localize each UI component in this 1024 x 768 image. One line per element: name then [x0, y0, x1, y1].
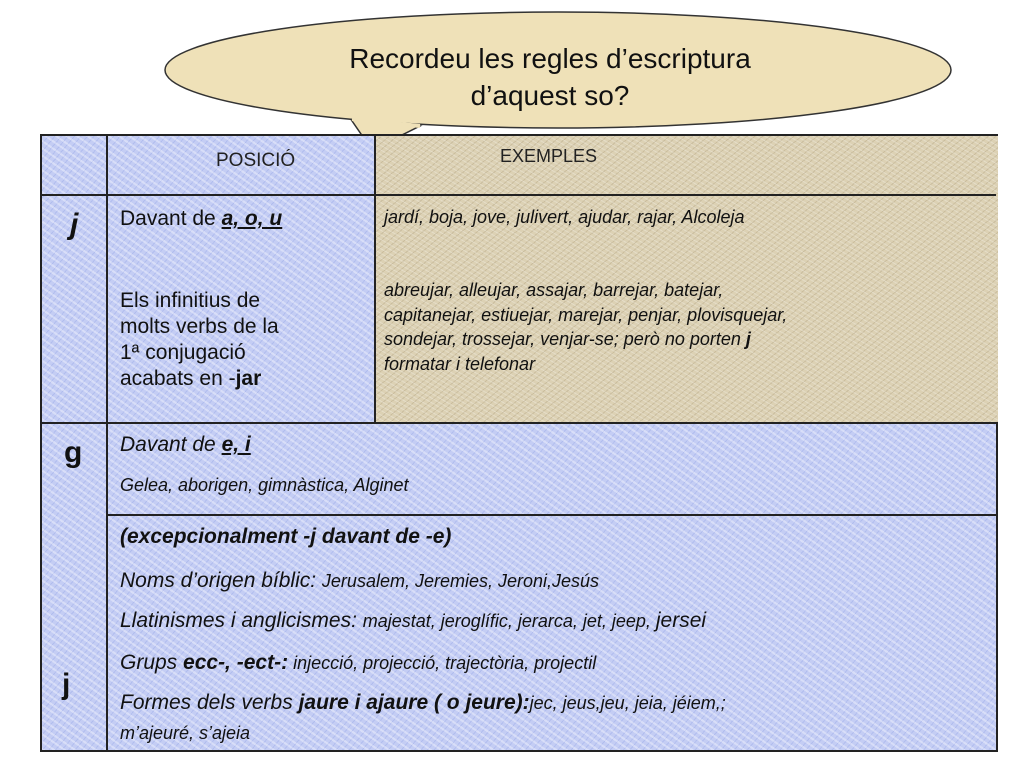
header-posicio: POSICIÓ — [216, 150, 296, 171]
row-j-rule2-line4 — [120, 366, 279, 392]
row-j2-line3-label: Grups — [120, 651, 184, 674]
row-j-examples2-line4: formatar i telefonar — [384, 353, 536, 374]
row-j2-line2-last: jersei — [655, 609, 707, 632]
header-exemples: EXEMPLES — [500, 146, 598, 166]
row-j2-line4 — [120, 690, 726, 716]
row-j2-line5: m’ajeuré, s’ajeia — [120, 723, 251, 743]
row-j-rule2 — [120, 288, 279, 392]
row-j-rule1-prefix: Davant de — [120, 207, 222, 230]
row-j-rule1 — [120, 206, 282, 232]
row-g-examples: Gelea, aborigen, gimnàstica, Alginet — [120, 475, 409, 495]
spelling-rules-table — [40, 134, 998, 752]
row-j2-line2-examples: majestat, jeroglífic, jerarca, jet, jeep, — [362, 611, 656, 631]
row-j2-line3 — [120, 650, 596, 676]
row-j-rule2-line2: molts verbs de la — [120, 315, 279, 338]
bubble-question — [200, 40, 900, 114]
row-j2-line4-label: Formes dels verbs — [120, 691, 299, 714]
row-j2-letter: j — [62, 668, 71, 701]
row-j2-line1-examples: Jerusalem, Jeremies, Jeroni,Jesús — [321, 571, 600, 591]
header-exemples-cell — [374, 136, 998, 194]
speech-bubble — [0, 0, 1024, 150]
row-j-rule2-line4-suffix: jar — [235, 367, 262, 390]
divider-header — [42, 194, 996, 196]
row-j-rule1-letters: a, o, u — [221, 207, 283, 230]
row-j2-line1-label: Noms d’origen bíblic: — [120, 569, 322, 592]
row-j-examples2-line3 — [384, 327, 787, 352]
row-g-letter: g — [64, 436, 83, 469]
row-j-examples2 — [384, 278, 787, 376]
row-j-examples1: jardí, boja, jove, julivert, ajudar, rajar, Alcoleja — [384, 207, 745, 227]
row-j-examples2-line1: abreujar, alleujar, assajar, barrejar, batejar, — [384, 280, 724, 300]
row-j2-line3-examples: injecció, projecció, trajectòria, projectil — [288, 653, 597, 673]
row-g-rule — [120, 432, 251, 458]
row-j2-line3-bold: ecc-, -ect-: — [183, 651, 289, 674]
row-j2-line2-label: Llatinismes i anglicismes: — [120, 609, 363, 632]
divider-row-g — [108, 514, 996, 516]
row-j2-line1 — [120, 568, 599, 594]
row-j-rule2-line3: 1ª conjugació — [120, 341, 246, 364]
row-j2-line4-examples: jec, jeus,jeu, jeia, jéiem,; — [529, 693, 726, 713]
row-j-examples2-line3-prefix: sondejar, trossejar, venjar-se; però no porten — [384, 329, 746, 349]
row-j2-exception: (excepcionalment -j davant de -e) — [120, 525, 452, 548]
bubble-line-1: Recordeu les regles d’escriptura — [349, 43, 751, 74]
row-g-rule-prefix: Davant de — [120, 433, 222, 456]
row-j-examples2-line3-letter: j — [745, 329, 751, 349]
row-j2-line4-bold: jaure i ajaure ( o jeure): — [298, 691, 530, 714]
row-j-letter: j — [70, 208, 79, 241]
row-j2-line2 — [120, 608, 706, 634]
row-j-rule2-line1: Els infinitius de — [120, 289, 261, 312]
row-j-rule2-line4-prefix: acabats en - — [120, 367, 236, 390]
bubble-line-2: d’aquest so? — [470, 80, 630, 111]
row-g-rule-letters: e, i — [221, 433, 251, 456]
row-j-examples2-line2: capitanejar, estiuejar, marejar, penjar, plovisquejar, — [384, 304, 788, 325]
divider-row-j — [42, 422, 996, 424]
